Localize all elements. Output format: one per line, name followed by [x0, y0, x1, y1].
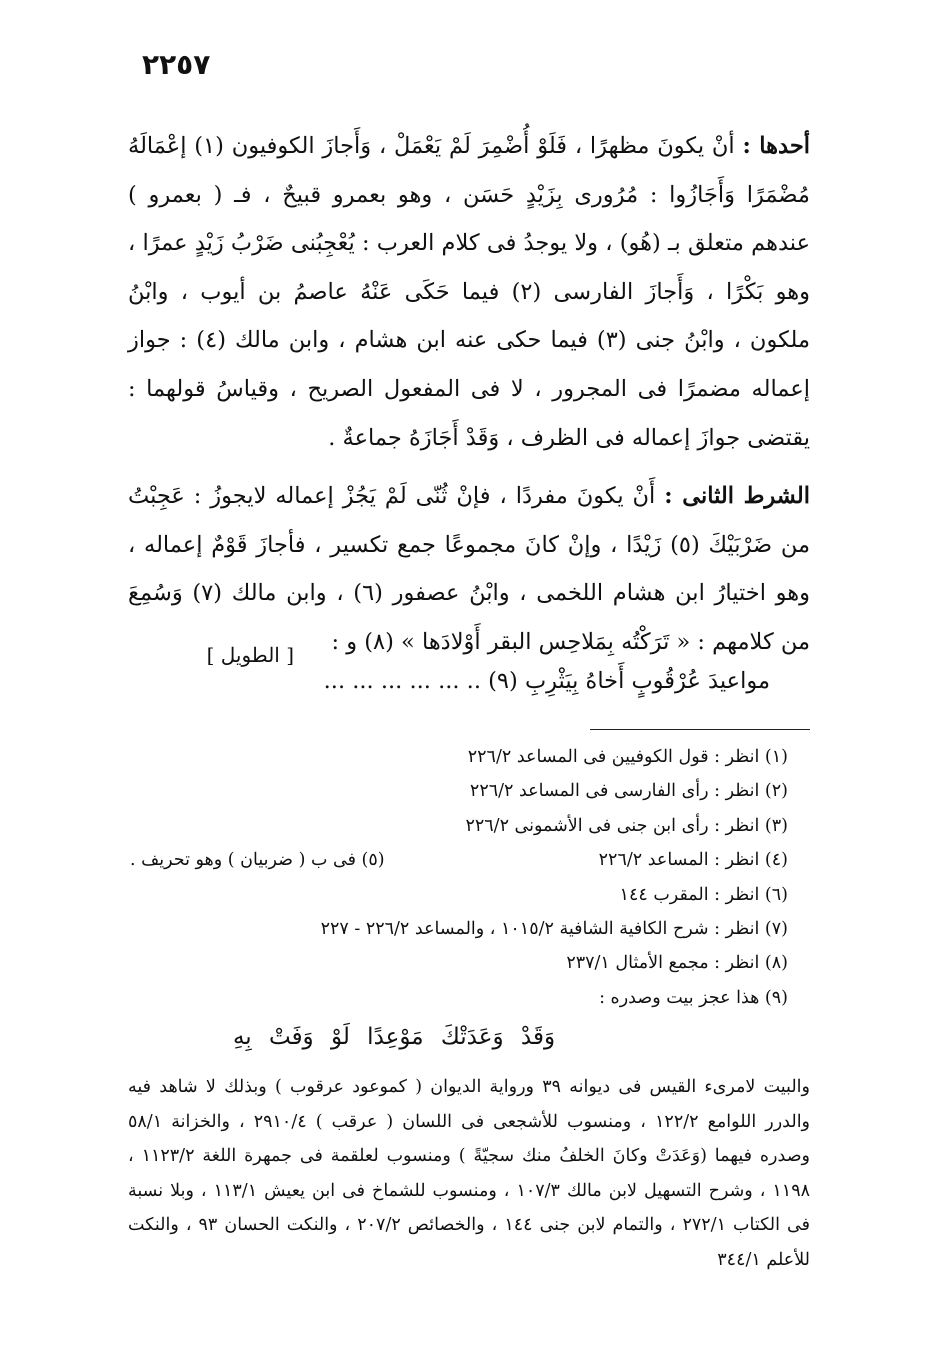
paragraph-first-condition [128, 122, 810, 462]
source-notes [128, 1070, 810, 1278]
footnotes [128, 740, 788, 1015]
footnote: (٦) انظر : المقرب ١٤٤ [619, 884, 788, 905]
page-number: ٢٢٥٧ [142, 48, 211, 81]
footnote: (١) انظر : قول الكوفيين فى المساعد ٢٢٦/٢ [467, 747, 788, 767]
poem-text: وَقَدْ وَعَدَتْكَ مَوْعِدًا لَوْ وَفَتْ بِهِ [232, 1024, 556, 1050]
verse-row [128, 642, 810, 715]
paragraph-body: أَنْ يكونَ مفردًا ، فإنْ ثُنّى لَمْ يَجُزْ إعماله لايجوزُ : عَجِبْتُ من ضَرْبَيْكَ (٥) زَيْدًا ، وإنْ كانَ مجموعًا جمع تكسير ، فأجازَ قَوْمٌ إعماله ، وهو اختيارُ ابن هشام اللخمى ، وابْنُ عصفور (٦) ، وابن مالك (٧) وَسُمِعَ من كلامهم : « تَرَكْتُه بِمَلاحِس البقر أَوْلادَها » (٨) و : [128, 483, 811, 655]
poem-line [128, 1024, 810, 1050]
footnote: (٨) انظر : مجمع الأمثال ٢٣٧/١ [566, 953, 788, 974]
paragraph-lead: أحدها : [742, 133, 810, 159]
footnote: (٢) انظر : رأى الفارسى فى المساعد ٢٢٦/٢ [469, 781, 788, 802]
footnote: (٥) فى ب ( ضربيان ) وهو تحريف . [130, 850, 385, 871]
footnote: (٤) انظر : المساعد ٢٢٦/٢ [598, 850, 788, 871]
meter-tag: [ الطويل ] [206, 642, 294, 667]
footnote: (٩) هذا عجز بيت وصدره : [599, 987, 788, 1008]
verse-line: مواعيدَ عُرْقُوبٍ أَخاهُ بِيَثْرِبِ (٩) .. ... ... ... ... ... [323, 667, 770, 694]
source-paragraph: والبيت لامرىء القيس فى ديوانه ٣٩ ورواية الديوان ( كموعود عرقوب ) وبذلك لا شاهد فيه والدرر اللوامع ١٢٢/٢ ، ومنسوب للأشجعى فى اللسان ( عرقب ) ٢٩١٠/٤ ، والخزانة ٥٨/١ وصدره فيهما (وَعَدَتْ وكانَ الخلفُ منك سجيّةً ) ومنسوب لعلقمة فى جمهرة اللغة ١١٢٣/٢ ، ١١٩٨ ، وشرح التسهيل لابن مالك ١٠٧/٣ ، ومنسوب للشماخ فى ابن يعيش ١١٣/١ ، وبلا نسبة فى الكتاب ٢٧٢/١ ، والتمام لابن جنى ١٤٤ ، والخصائص ٢٠٧/٢ ، والنكت الحسان ٩٣ ، والنكت للأعلم ٣٤٤/١ [128, 1077, 811, 1270]
paragraph-lead: الشرط الثانى : [664, 483, 810, 510]
footnote-row [128, 843, 788, 877]
main-text [128, 122, 810, 715]
paragraph-body: أنْ يكونَ مظهرًا ، فَلَوْ أُضْمِرَ لَمْ يَعْمَلْ ، وَأَجازَ الكوفيون (١) إعْمَالَهُ مُضْمَرًا وَأَجَازُوا : مُرُورى بِزَيْدٍ حَسَن ، وهو بعمرو قبيحٌ ، فـ ( بعمرو ) عندهم متعلق بـ (هُو) ، ولا يوجدُ فى كلام العرب : يُعْجِبُنى ضَرْبُ زَيْدٍ عمرًا ، وهو بَكْرًا ، وَأَجازَ الفارسى (٢) فيما حَكَى عَنْهُ عاصمُ بن أيوب ، وابْنُ ملكون ، وابْنُ جنى (٣) فيما حكى عنه ابن هشام ، وابن مالك (٤) : جواز إعماله مضمرًا فى المجرور ، لا فى المفعول الصريح ، وقياسُ قولهما : يقتضى جوازَ إعماله فى الظرف ، وَقَدْ أَجَازَهُ جماعةٌ . [128, 133, 811, 451]
footnote: (٧) انظر : شرح الكافية الشافية ١٠١٥/٢ ، والمساعد ٢٢٦/٢ - ٢٢٧ [320, 919, 788, 940]
footnote: (٣) انظر : رأى ابن جنى فى الأشمونى ٢٢٦/٢ [465, 815, 788, 836]
footnote-divider [590, 729, 810, 730]
